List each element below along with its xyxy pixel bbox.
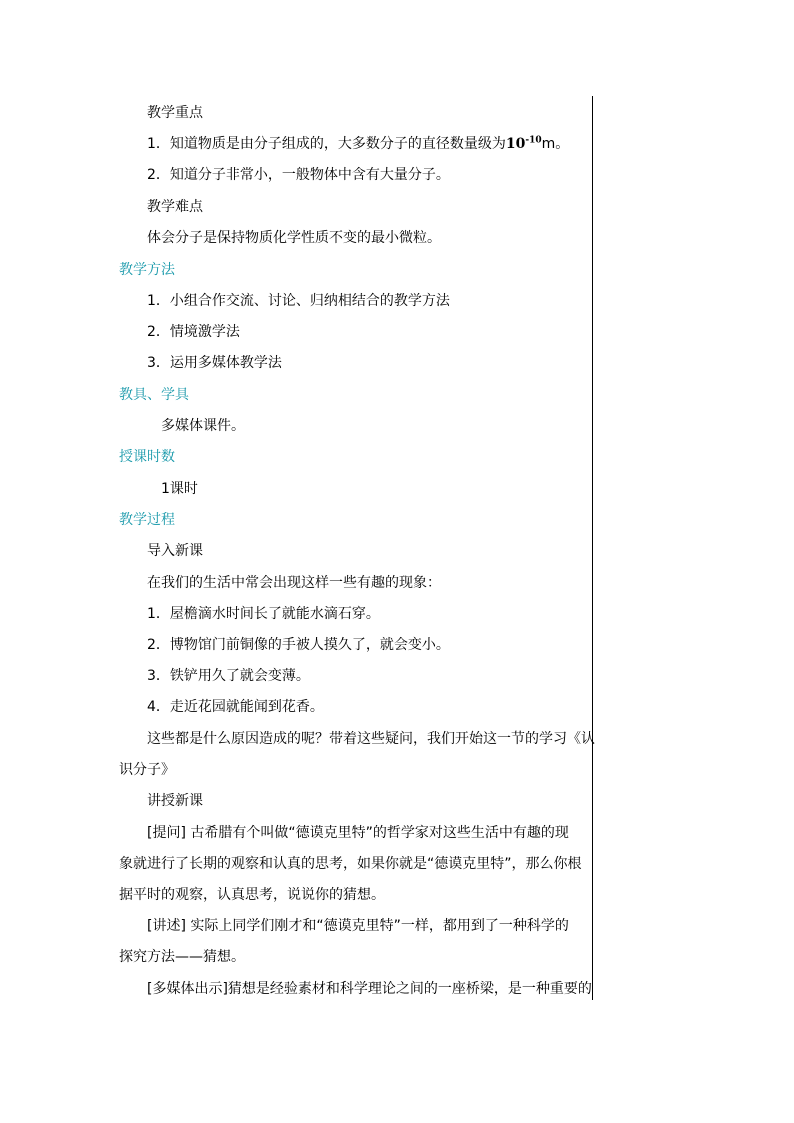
- hours-text: 1课时: [161, 481, 198, 497]
- phenomenon-item-1: 1．屋檐滴水时间长了就能水滴石穿。: [147, 606, 380, 622]
- focus-item-1-text: 1．知道物质是由分子组成的，大多数分子的直径数量级为: [147, 136, 506, 152]
- lecture-title: 讲授新课: [147, 793, 203, 809]
- ask-line-1: [提问] 古希腊有个叫做“德谟克里特”的哲学家对这些生活中有趣的现: [147, 825, 569, 841]
- section-heading-process: 教学过程: [119, 512, 175, 528]
- focus-title: 教学重点: [147, 105, 203, 121]
- phenomenon-item-4: 4．走近花园就能闻到花香。: [147, 699, 324, 715]
- focus-item-1: [147, 135, 569, 153]
- tools-text: 多媒体课件。: [161, 418, 245, 434]
- method-item-1: 1．小组合作交流、讨论、归纳相结合的教学方法: [147, 293, 450, 309]
- explain-line-2: 探究方法——猜想。: [119, 949, 245, 965]
- section-heading-method: 教学方法: [119, 262, 175, 278]
- focus-item-2: 2．知道分子非常小，一般物体中含有大量分子。: [147, 167, 450, 183]
- power-of-ten-base: 10: [505, 136, 526, 152]
- phenomenon-item-2: 2．博物馆门前铜像的手被人摸久了，就会变小。: [147, 637, 450, 653]
- intro-title: 导入新课: [147, 543, 203, 559]
- difficulty-title: 教学难点: [147, 199, 203, 215]
- section-heading-tools: 教具、学具: [119, 387, 189, 403]
- difficulty-text: 体会分子是保持物质化学性质不变的最小微粒。: [147, 230, 441, 246]
- explain-line-1: [讲述] 实际上同学们刚才和“德谟克里特”一样，都用到了一种科学的: [147, 918, 569, 934]
- question-line-2: 识分子》: [119, 762, 175, 778]
- question-line-1: 这些都是什么原因造成的呢？带着这些疑问，我们开始这一节的学习《认: [147, 731, 595, 747]
- unit-meter: m。: [541, 136, 570, 152]
- table-right-border: [592, 96, 593, 1000]
- power-of-ten-exponent: -10: [525, 135, 542, 146]
- section-heading-hours: 授课时数: [119, 449, 175, 465]
- method-item-2: 2．情境激学法: [147, 324, 240, 340]
- ask-line-2: 象就进行了长期的观察和认真的思考，如果你就是“德谟克里特”，那么你根: [119, 856, 582, 872]
- ask-line-3: 据平时的观察，认真思考，说说你的猜想。: [119, 887, 385, 903]
- phenomenon-item-3: 3．铁铲用久了就会变薄。: [147, 668, 310, 684]
- media-line-1: [多媒体出示]猜想是经验素材和科学理论之间的一座桥梁，是一种重要的: [147, 981, 592, 997]
- intro-text: 在我们的生活中常会出现这样一些有趣的现象：: [147, 575, 441, 591]
- method-item-3: 3．运用多媒体教学法: [147, 355, 282, 371]
